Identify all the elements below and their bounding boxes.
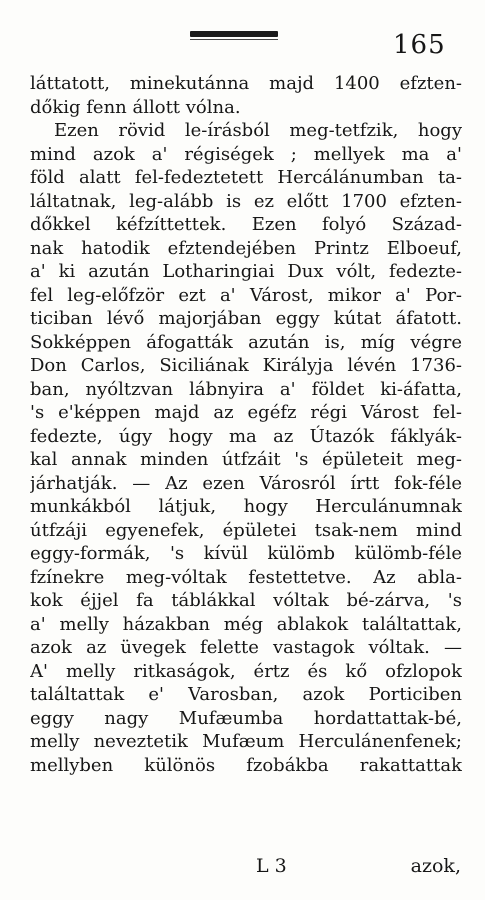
text-line: láltatnak, leg-alább is ez előtt 1700 efzten- [30,190,462,212]
text-line: találtattak e' Varosban, azok Porticiben [30,684,462,705]
text-line: Don Carlos, Siciliának Királyja lévén 1736- [30,355,462,376]
text-line: Sokképpen áfogatták azután is, míg végre [30,331,462,353]
text-line: dőkig fenn állott vólna. [30,96,241,118]
text-line: mellyben különös fzobákba rakattattak [30,754,462,776]
text-line: eggy-formák, 's kívül külömb külömb-féle [30,543,462,564]
text-line: melly neveztetik Mufæum Herculánenfenek; [30,731,462,752]
text-line: a' ki azután Lotharingiai Dux vólt, fedezte- [30,261,462,282]
text-line: útfzáji egyenefek, épületei tsak-nem mind [30,519,462,541]
text-line: mind azok a' régiségek ; mellyek ma a' [30,143,462,165]
page-footer [0,855,485,879]
text-line: munkákból látjuk, hogy Herculánumnak [30,496,462,517]
catchword: azok, [410,855,461,877]
text-line: ban, nyóltzvan lábnyira a' földet ki-áfatta, [30,378,462,400]
text-line: fzínekre meg-vóltak festettetve. Az abla- [30,566,462,588]
text-line: nak hatodik efztendejében Printz Elboeuf, [30,237,462,259]
signature-mark: L 3 [256,855,287,877]
text-line: ticiban lévő majorjában eggy kútat áfatott. [30,308,462,329]
text-line: fel leg-előfzör ezt a' Várost, mikor a' Por- [30,284,462,306]
text-line: eggy nagy Mufæumba hordattattak-bé, [30,707,462,729]
text-line: kal annak minden útfzáit 's épületeit meg- [30,449,462,470]
text-line: azok az üvegek felette vastagok vóltak. — [30,637,462,658]
text-line: fedezte, úgy hogy ma az Útazók fáklyák- [30,425,462,447]
body-text [30,72,462,777]
page-number: 165 [393,30,446,60]
text-line: A' melly ritkaságok, értz és kő ofzlopok [30,660,462,682]
text-line: Ezen rövid le-írásból meg-tetfzik, hogy [54,120,462,141]
text-line: dőkkel kéfzíttettek. Ezen folyó Század- [30,214,462,235]
text-line: láttatott, minekutánna majd 1400 efzten- [30,73,462,94]
header-ornament-rule [190,31,278,37]
text-line: föld alatt fel-fedeztetett Hercálánumban ta- [30,167,462,188]
text-line: a' melly házakban még ablakok találtattak, [30,613,462,635]
text-line: járhatják. — Az ezen Városról írtt fok-féle [30,472,462,494]
text-line: 's e'képpen majd az egéfz régi Várost fel- [30,402,462,423]
text-line: kok éjjel fa táblákkal vóltak bé-zárva, 's [30,590,462,611]
